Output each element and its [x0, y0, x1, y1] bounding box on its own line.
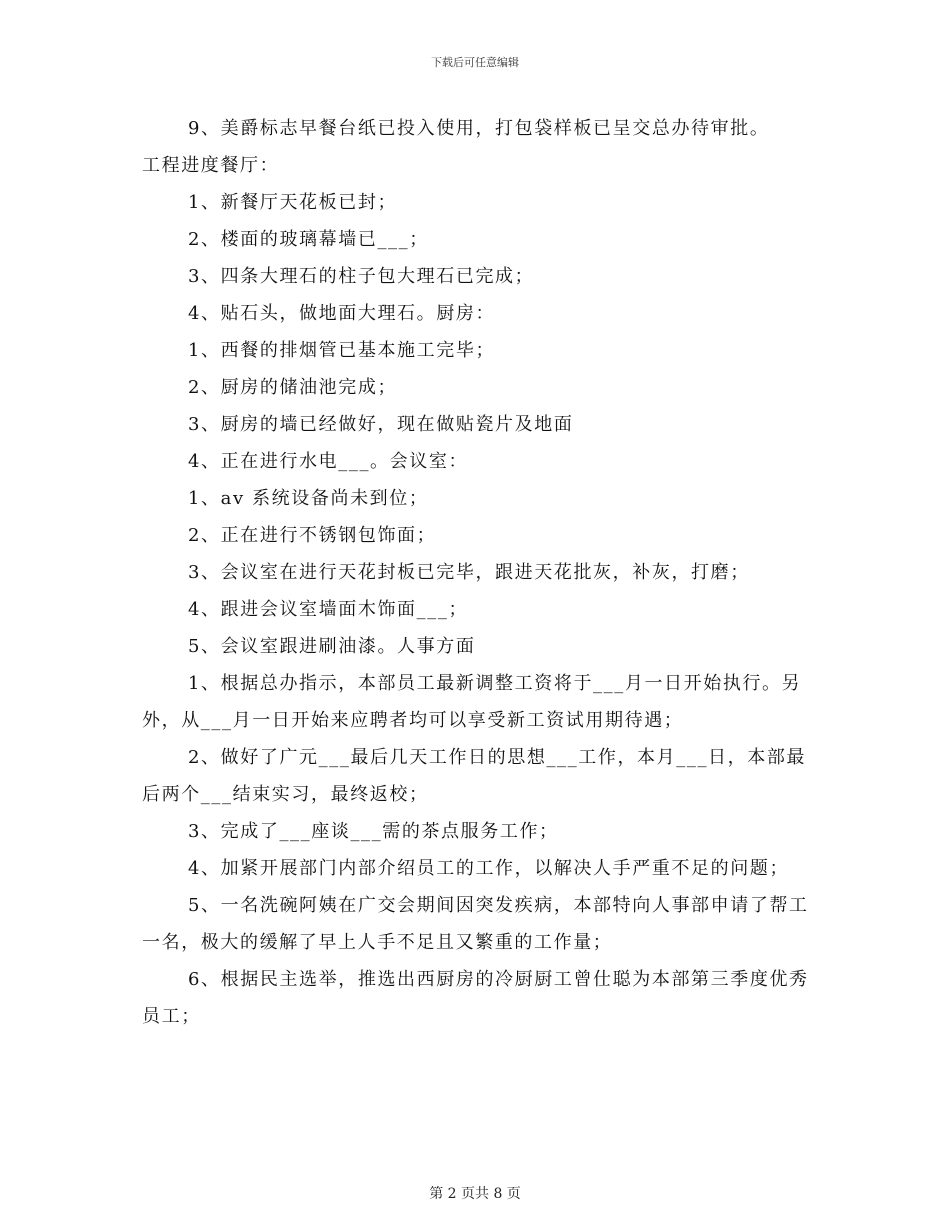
paragraph: 4、加紧开展部门内部介绍员工的工作，以解决人手严重不足的问题； — [188, 858, 790, 879]
document-body — [142, 110, 814, 1035]
page-header: 下载后可任意编辑 — [431, 56, 519, 69]
paragraph: 3、完成了___座谈___需的茶点服务工作； — [188, 821, 559, 842]
paragraph: 3、厨房的墙已经做好，现在做贴瓷片及地面 — [188, 414, 574, 435]
paragraph: 6、根据民主选举，推选出西厨房的冷厨厨工曾仕聪为本部第三季度优秀员工； — [142, 969, 809, 1027]
paragraph: 4、跟进会议室墙面木饰面___； — [188, 599, 469, 620]
paragraph: 5、会议室跟进刷油漆。人事方面 — [188, 636, 476, 657]
paragraph: 3、四条大理石的柱子包大理石已完成； — [188, 266, 535, 287]
paragraph: 2、厨房的储油池完成； — [188, 377, 398, 398]
paragraph: 4、贴石头，做地面大理石。厨房： — [188, 303, 496, 324]
paragraph: 1、新餐厅天花板已封； — [188, 192, 398, 213]
paragraph: 5、一名洗碗阿姨在广交会期间因突发疾病，本部特向人事部申请了帮工一名，极大的缓解了早上人手不足且又繁重的工作量； — [142, 895, 809, 953]
paragraph: 1、西餐的排烟管已基本施工完毕； — [188, 340, 496, 361]
paragraph: 9、美爵标志早餐台纸已投入使用，打包袋样板已呈交总办待审批。 — [188, 118, 770, 139]
paragraph: 3、会议室在进行天花封板已完毕，跟进天花批灰，补灰，打磨； — [188, 562, 750, 583]
paragraph: 2、楼面的玻璃幕墙已___； — [188, 229, 429, 250]
paragraph: 4、正在进行水电___。会议室： — [188, 451, 469, 472]
paragraph: 2、做好了广元___最后几天工作日的思想___工作，本月___日，本部最后两个___结束实习，最终返校； — [142, 747, 807, 805]
page-footer: 第 2 页共 8 页 — [429, 1186, 521, 1202]
paragraph: 2、正在进行不锈钢包饰面； — [188, 525, 437, 546]
paragraph: 1、根据总办指示，本部员工最新调整工资将于___月一日开始执行。另外，从___月一日开始来应聘者均可以享受新工资试用期待遇； — [142, 673, 802, 731]
paragraph: 1、av 系统设备尚未到位； — [188, 488, 429, 509]
section-heading: 工程进度餐厅： — [142, 155, 280, 176]
